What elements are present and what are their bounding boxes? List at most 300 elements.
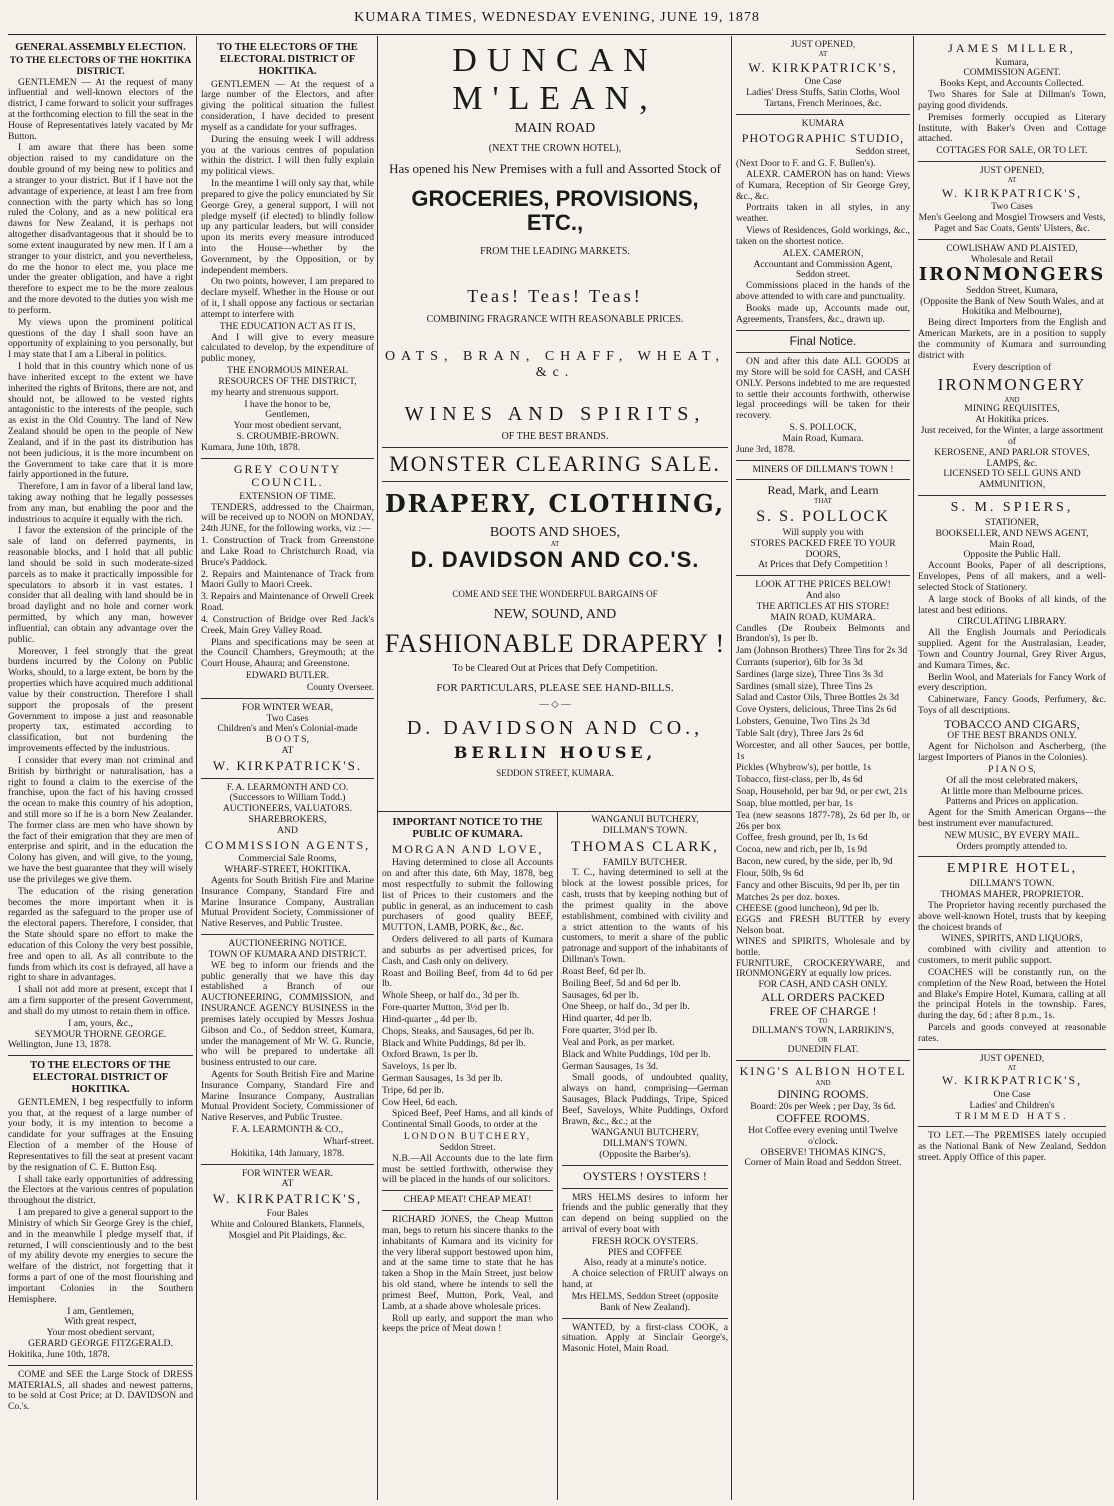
price-item: Currants (superior), 6lb for 3s 3d (736, 657, 863, 668)
masthead-rule (8, 34, 1106, 35)
ad-brand: COMMISSION AGENTS, (204, 837, 371, 852)
ad-line: COFFEE ROOMS. (776, 1111, 870, 1126)
closing: I am, yours, &c., (68, 1017, 133, 1029)
price-item: Worcester, and all other Sauces, per bottle, 1s (736, 739, 910, 762)
price-item: Table Salt (dry), Three Jars 2s 6d (736, 727, 864, 739)
ad-line: JUST OPENED, (979, 165, 1045, 176)
divider (382, 481, 728, 482)
ad-brand: W. KIRKPATRICK'S, (941, 1073, 1083, 1088)
ad-line: FREE OF CHARGE ! (769, 1003, 877, 1018)
column-rule (731, 36, 732, 1500)
price-item: Fore-quarter Mutton, 3½d per lb. (382, 1002, 510, 1014)
price-item: Saveloys, 1s per lb. (382, 1061, 457, 1073)
ad-title: IMPORTANT NOTICE TO THE PUBLIC OF KUMARA. (392, 817, 543, 840)
ad-line: And also (805, 590, 841, 602)
divider (736, 479, 910, 480)
ad-line: Opposite the Public Hall. (963, 549, 1061, 561)
price-item: Fore quarter, 3½d per lb. (562, 1025, 658, 1037)
signer-role: County Overseer. (306, 681, 374, 693)
ad-line: To be Cleared Out at Prices that Defy Competition. (452, 662, 658, 674)
ad-subtitle: EXTENSION OF TIME. (239, 490, 336, 502)
signer: S. CROUMBIE-BROWN. (236, 431, 339, 443)
ornament-divider: — ◇ — (539, 699, 571, 711)
ad-line: STATIONER, (985, 516, 1039, 528)
ad-line: AND (815, 1079, 831, 1088)
paragraph: Therefore, I am in favor of a liberal land law, taking away nothing that he legally possesses from any man, but enabling the poor and the industrious to acquire it equally with the rich. (8, 481, 193, 525)
paragraph: Spiced Beef, Peef Hams, and all kinds of Continental Small Goods, to order at the (382, 1108, 553, 1131)
list-item: 3. Repairs and Maintenance of Orwell Creek Road. (201, 591, 374, 614)
ad-line: OR (818, 1035, 828, 1044)
ad-subtitle: TO THE ELECTORS OF THE HOKITIKA DISTRICT. (9, 54, 192, 77)
ad-line: Of all the most celebrated makers, (946, 774, 1078, 786)
ad-line: AT (818, 49, 828, 58)
price-item: Tobacco, first-class, per lb, 4s 6d (736, 774, 863, 786)
price-item: Sausages, 6d per lb. (562, 989, 639, 1001)
ad-line: COMBINING FRAGRANCE WITH REASONABLE PRICES. (426, 313, 684, 325)
column-b (562, 815, 728, 1500)
ad-line: AT (281, 745, 294, 757)
ad-line: AT (281, 1178, 294, 1190)
paragraph: WANTED, by a first-class COOK, a situation. Apply at Sinclair George's, Masonic Hotel, Main Road. (562, 1321, 728, 1355)
price-item: Cove Oysters, delicious, Three Tins 2s 6d (736, 704, 897, 716)
divider (736, 460, 910, 461)
price-item: Boiling Beef, 5d and 6d per lb. (562, 977, 681, 989)
price-item: Roast and Boiling Beef, from 4d to 6d per lb. (382, 967, 553, 990)
ad-line: (Successors to William Todd.) (229, 792, 346, 804)
divider (918, 495, 1106, 496)
ad-line: FRESH ROCK OYSTERS. (591, 1235, 699, 1247)
ad-line: DILLMAN'S TOWN. (602, 1138, 688, 1150)
ad-line: At little more than Melbourne prices. (940, 785, 1084, 797)
ad-headline: GROCERIES, PROVISIONS, ETC., (411, 185, 699, 236)
divider (918, 161, 1106, 162)
ad-headline: D. DAVIDSON AND CO., (406, 717, 704, 740)
ad-line: Patterns and Prices on application. (945, 796, 1079, 808)
ad-line: (Next Door to F. and G. F. Bullen's). (736, 158, 876, 170)
ad-brand: KING'S ALBION HOTEL (739, 1063, 907, 1078)
paragraph: Roll up early, and support the man who keeps the price of Meat down ! (382, 1312, 553, 1335)
price-list (736, 624, 910, 904)
ad-brand: W. KIRKPATRICK'S, (941, 185, 1083, 200)
signer-address: Wharf-street. (323, 1135, 374, 1147)
divider (736, 575, 910, 576)
closing: I am, Gentlemen, (67, 1305, 134, 1317)
paragraph: N.B.—All Accounts due to the late firm must be settled forthwith, otherwise they will be placed in the hands of our solicitors. (382, 1152, 553, 1186)
paragraph: my hearty and strenuous support. (211, 386, 339, 398)
paragraph: I consider that every man not criminal and British by birthright or naturalisation, has a right to found a claim to the exercise of the franchise, upon the fact of his having crossed the ocean to make this country of his adoption, and still more so if he is a born New Zealander. The former class are men who have shown by the fact of their emigration that they are men of enterprise and spirit, and in the education the Colony has given, and will give, to the young, we have the best guarantee that they will wisely use the privileges we give them. (8, 754, 193, 885)
divider (201, 458, 374, 459)
ad-line: FOR WINTER WEAR, (241, 701, 334, 713)
ad-line: FROM THE LEADING MARKETS. (480, 246, 630, 258)
price-item: Fancy and other Biscuits, 9d per lb, per tin (736, 879, 900, 891)
signer: F. A. LEARMONTH & CO., (231, 1124, 344, 1136)
ad-brand: LONDON BUTCHERY, (403, 1131, 532, 1143)
price-item: Salad and Castor Oils, Three Bottles 2s 3d (736, 692, 899, 704)
paragraph: All the English Journals and Periodicals supplied. Agent for the Australasian, Leader, Town and Country Journal, Grey River Argus, and Kumara Times, &c. (918, 627, 1106, 671)
ad-line: WINES and SPIRITS, Wholesale and by bottle. (736, 935, 910, 958)
place-date: Wellington, June 13, 1878. (8, 1039, 112, 1051)
ad-line: CHEESE (good luncheon), 9d per lb. (736, 903, 880, 915)
price-item: Cocoa, new and rich, per lb, 1s 9d (736, 844, 868, 856)
ad-line: MINING REQUISITES, (964, 403, 1060, 415)
ad-line: Just received, for the Winter, a large assortment of (920, 425, 1104, 447)
paragraph: COACHES will be constantly run, on the completion of the New Road, between the Hotel and Blake's Empire Hotel, Kumara, calling at all the principal Hotels in the township. Fares, during the day, 6d ; after 8 p.m., 1s. (918, 966, 1106, 1022)
ad-brand: WANGANUI BUTCHERY, (591, 1127, 699, 1139)
ad-line: JUST OPENED, (979, 1052, 1045, 1064)
column-1 (8, 40, 193, 1500)
ad-headline: WINES AND SPIRITS, (404, 402, 706, 425)
ad-line: THOMAS MAHER, PROPRIETOR. (940, 889, 1084, 901)
ad-subtitle: DILLMAN'S TOWN. (602, 824, 688, 836)
ad-line: Seddon Street, Kumara, (966, 284, 1058, 296)
ad-line: STORES PACKED FREE TO YOUR DOORS, (750, 537, 896, 560)
list-item: 1. Construction of Track from Greenstone and Lake Road to Christchurch Road, via Bruce's Paddock. (201, 535, 374, 568)
paragraph: TENDERS, addressed to the Chairman, will be received up to NOON on MONDAY, 24th JUNE, for the following works, viz :— (201, 501, 374, 535)
price-item: Hind-quarter „ 4d per lb. (382, 1013, 478, 1025)
ad-line: KUMARA (801, 117, 845, 129)
divider (201, 698, 374, 699)
paragraph: I am aware that there has been some objection raised to my candidature on the double ground of my being new to politics and a stranger to your district. But if I have not the advantage of experience, at least I am free from connection with the party which has so long ruled the Colony, and as a new political era dawns for New Zealand, it is perhaps not altogether disadvantageous that it should be to some extent inaugurated by new men. If I am a stranger to your district, and you nevertheless, do me the honor to elect me, you place me under the greater obligation, and have a right therefore to expect me to be the more zealous and the more devoted to the duties you wish me to perform. (8, 142, 193, 316)
paragraph: Premises formerly occupied as Literary Institute, with Baker's Oven and Cottage attached. (918, 111, 1106, 145)
ad-line: FOR PARTICULARS, PLEASE SEE HAND-BILLS. (436, 681, 674, 694)
divider (382, 447, 728, 448)
ad-line: Every description of (972, 361, 1052, 373)
paragraph: Berlin Wool, and Materials for Fancy Work of every description. (918, 671, 1106, 694)
divider (736, 1060, 910, 1061)
ad-line: THAT (814, 496, 832, 505)
ad-headline: IRONMONGERY (937, 375, 1087, 395)
paragraph: I hold that in this country which none of us have inherited except to the extent we have inherited the rights of Britons, there are not, and should not, be allowed to be vested rights antagonistic to the interests of the people, such as exist in the Old Country. The land of New Zealand should be open to the people of New Zealand, and if in the past its distribution has not been judicious, it is the more incumbent on the Government to take care that it is more fairly apportioned in the future. (8, 361, 193, 481)
ad-line: NEW MUSIC, BY EVERY MAIL. (944, 829, 1080, 841)
ad-title: CHEAP MEAT! CHEAP MEAT! (403, 1194, 532, 1206)
paragraph: During the ensuing week I will address you at the various centres of population within the district. I will then fully explain my political views. (201, 133, 374, 178)
ad-line: OF THE BEST BRANDS ONLY. (947, 730, 1077, 742)
paragraph: I favor the extension of the principle of the sale of land on deferred payments, in reasonable blocks, and I hold that all public land should be sold in such moderate-sized parcels as to make it practically impossible for speculators to absorb it in vast estates. I consider that all dealing with land should be in broad daylight and no hole and corner work permitted, by which any man, however influential, can obtain any advantage over the public. (8, 525, 193, 645)
paragraph: ON and after this date ALL GOODS at my Store will be sold for CASH, and CASH ONLY. Persons indebted to me are requested to settle their accounts forthwith, otherwise legal proceedings will be taken for their recovery. (736, 356, 910, 422)
ad-headline: BERLIN HOUSE, (453, 742, 657, 762)
price-item: Roast Beef, 6d per lb. (562, 965, 646, 977)
ad-line: MAIN ROAD (514, 120, 596, 136)
ad-brand: S. S. POLLOCK (756, 507, 890, 525)
ad-line: AND (1004, 395, 1020, 404)
ad-line: Mrs HELMS, Seddon Street (opposite Bank of New Zealand). (571, 1290, 719, 1313)
divider (201, 934, 374, 935)
ad-line: CIRCULATING LIBRARY. (957, 616, 1067, 628)
paragraph: Commissions placed in the hands of the above attended to with care and punctuality. (736, 280, 910, 303)
paragraph: Views of Residences, Gold workings, &c., taken on the shortest notice. (736, 225, 910, 247)
paragraph: combined with civility and attention to customers, to merit public support. (918, 944, 1106, 967)
closing: Gentlemen, (265, 409, 310, 421)
paragraph: ALEXR. CAMERON has on hand: Views of Kumara, Reception of Sir George Grey, &c., &c. (736, 168, 910, 202)
ad-line: One Case (993, 1089, 1031, 1100)
ad-line: DINING ROOMS. (777, 1087, 869, 1102)
ad-brand: W. KIRKPATRICK'S, (212, 1191, 363, 1207)
paragraph: Two Shares for Sale at Dillman's Town, paying good dividends. (918, 89, 1106, 111)
paragraph: Having determined to close all Accounts on and after this date, 6th May, 1878, beg most respectfully to submit the following list of Prices to their customers and the public in general, as an inducement to cash purchasers of good quality BEEF, MUTTON, LAMB, PORK, &c., &c. (382, 857, 553, 934)
ad-line: Books Kept, and Accounts Collected. (940, 78, 1084, 90)
ad-line: Ladies' Dress Stuffs, Satin Cloths, Wool Tartans, French Merinoes, &c. (746, 87, 900, 110)
ad-line: At Hokitika prices. (975, 414, 1049, 426)
paragraph: T. C., having determined to sell at the block at the lowest possible prices, for cash, trusts that by keeping nothing but of the primest quality in the above establishment, combined with civility and a strict attention to the wants of his customers, to merit a share of the public patronage and support of the inhabitants of Dillman's Town. (562, 867, 728, 966)
ad-line: At Prices that Defy Competition ! (758, 559, 888, 571)
ad-headline: IRONMONGERS (918, 264, 1106, 286)
ad-line: Two Cases (266, 712, 309, 724)
ad-line: FAMILY BUTCHER. (602, 856, 688, 868)
place-date: Kumara, June 10th, 1878. (201, 441, 301, 453)
ad-line: OBSERVE! THOMAS KING'S, (760, 1146, 886, 1158)
paragraph: Being direct Importers from the English and American Markets, are in a position to supply the community of Kumara and surrounding district with (918, 317, 1106, 361)
ad-line: (Opposite the Bank of New South Wales, and at Hokitika and Melbourne), (920, 295, 1104, 318)
ad-title: OYSTERS ! OYSTERS ! (583, 1168, 707, 1183)
signer: S. S. POLLOCK, (789, 422, 857, 434)
ad-line: BOOKSELLER, AND NEWS AGENT, (935, 527, 1089, 539)
ad-line: JUST OPENED, (790, 40, 856, 50)
divider (918, 1126, 1106, 1127)
closing: Your most obedient servant, (46, 1327, 155, 1339)
ad-headline: OATS, BRAN, CHAFF, WHEAT, &c. (384, 349, 726, 381)
paragraph: WE beg to inform our friends and the public generally that we have this day established a Branch of our AUCTIONEERING, COMMISSION, and INSURANCE AGENCY BUSINESS in the premises lately occupied by Messrs Joshua Gibson and Co., of Seddon street, Kumara, under the management of Mr W. G. Runcie, who will be prepared to undertake all business entrusted to our care. (201, 959, 374, 1069)
price-item: Flour, 50lb, 9s 6d (736, 867, 804, 879)
paragraph: In the meantime I will only say that, while prepared to give the policy enunciated by Sir George Grey, a general support, I will not pledge myself (if elected) to blindly follow up any particular leaders, but will consider upon its merits every measure introduced into the House—whether by the Government, by the Opposition, or by independent members. (201, 178, 374, 276)
price-item: German Sausages, 1s 3d. (562, 1060, 659, 1072)
signer: EDWARD BUTLER. (245, 670, 330, 682)
ad-line: Men's Geelong and Mosgiel Trowsers and Vests, Paget and Sac Coats, Gents' Ulsters, &c. (918, 212, 1106, 234)
ad-line: Seddon street, (855, 146, 910, 158)
paragraph: The Proprietor having recently purchased the above well-known Hotel, trusts that by keeping the choicest brands of (918, 899, 1106, 933)
ad-line: WINES, SPIRITS, AND LIQUORS, (941, 933, 1083, 945)
ad-line: F. A. LEARMONTH AND CO. (226, 781, 349, 793)
ad-line: P I A N O S, (988, 763, 1036, 775)
divider (736, 114, 910, 115)
paragraph: GENTLEMEN, I beg respectfully to inform you that, at the request of a large number of your body, it is my intention to become a candidate for your suffrages at the Ensuing Election of a member of the House of Representatives to fill the seat at present vacant by the resignation of C. E. Button Esq. (8, 1096, 193, 1173)
price-item: Tea (new seasons 1877-78), 2s 6d per lb, or 26s per box (736, 809, 910, 832)
price-item: Candles (De Roubeix Belmonts and Brandon's), 1s per lb. (736, 622, 910, 645)
ad-line: FOR WINTER WEAR. (241, 1167, 334, 1179)
price-item: Oxford Brawn, 1s per lb. (382, 1049, 478, 1061)
ad-line: PIES and COFFEE (607, 1246, 683, 1258)
ad-line: AT (1007, 175, 1017, 184)
paragraph: A choice selection of FRUIT always on hand, at (562, 1268, 728, 1291)
closing: I have the honor to be, (244, 398, 331, 410)
list-item: 2. Repairs and Maintenance of Track from Maori Gully to Maori Creek. (201, 568, 374, 591)
column-d (918, 40, 1106, 1500)
ad-line: KEROSENE, AND PARLOR STOVES, LAMPS, &c. (934, 446, 1090, 469)
ad-line: COMMISSION AGENT. (963, 67, 1061, 79)
divider (736, 330, 910, 331)
paragraph: I shall take early opportunities of addressing the Electors at the various centres of population throughout the district. (8, 1173, 193, 1207)
price-item: One Sheep, or half do., 3d per lb. (562, 1001, 690, 1013)
ad-line: Main Road, Kumara. (782, 432, 864, 444)
price-item: Matches 2s per doz. boxes. (736, 891, 840, 903)
column-rule (377, 36, 378, 1500)
column-2 (201, 40, 374, 1500)
ad-line: Two Cases (991, 201, 1033, 213)
paragraph: Plans and specifications may be seen at the Council Chambers, Greymouth; at the Court House, Ahaura; and Greenstone. (201, 636, 374, 670)
ad-line: Orders promptly attended to. (956, 840, 1068, 852)
ad-line: FURNITURE, CROCKERYWARE, and IRONMONGERY at equally low prices. (736, 957, 910, 980)
place-date: Hokitika, June 10th, 1878. (8, 1348, 110, 1360)
ad-headline: DRAPERY, CLOTHING, (384, 488, 726, 518)
paragraph: Agents for South British Fire and Marine Insurance Company, Standard Fire and Marine Insurance Company, Australian Mutual Provident Society, Commissioner of Native Reserves, and Public Trustee. (201, 1068, 374, 1124)
ad-title: GENERAL ASSEMBLY ELECTION. (15, 42, 186, 53)
ad-line: Accountant and Commission Agent, (753, 258, 893, 270)
price-item: Coffee, fresh ground, per lb, 1s 6d (736, 832, 868, 844)
ad-line: Has opened his New Premises with a full and Assorted Stock of (389, 160, 721, 176)
paragraph: Account Books, Paper of all descriptions, Envelopes, Pens of all makers, and a well-selected Stock of Stationery. (918, 560, 1106, 593)
ad-line: Seddon street. (795, 269, 851, 281)
ad-line: Also, ready at a minute's notice. (583, 1257, 707, 1269)
ad-title: TO THE ELECTORS OF THE ELECTORAL DISTRICT OF HOKITIKA. (217, 42, 358, 77)
section-rule (377, 811, 731, 812)
ad-line: Ladies' and Children's (969, 1099, 1055, 1111)
ad-headline: TOBACCO AND CIGARS, (944, 716, 1080, 731)
price-item: Cow Heel, 6d each. (382, 1096, 458, 1108)
ad-line: Hot Coffee every evening until Twelve o'clock. (748, 1124, 898, 1147)
ad-line: One Case (804, 76, 842, 88)
ad-line: Board: 20s per Week ; per Day, 3s 6d. (750, 1100, 896, 1112)
ad-line: EGGS and FRESH BUTTER by every Nelson boat. (736, 914, 910, 937)
heading: THE ENORMOUS MINERAL RESOURCES OF THE DISTRICT, (218, 365, 357, 387)
signer: ALEX. CAMERON, (782, 247, 864, 259)
ad-line: LICENSED TO SELL GUNS AND AMMUNITION, (943, 468, 1081, 491)
ad-line: DILLMAN'S TOWN. (969, 878, 1055, 890)
price-item: Lobsters, Genuine, Two Tins 2s 3d (736, 716, 870, 728)
ad-title: TO THE ELECTORS OF THE ELECTORAL DISTRICT OF HOKITIKA. (30, 1060, 171, 1095)
ad-line: COTTAGES FOR SALE, OR TO LET. (936, 145, 1088, 157)
ad-brand: W. KIRKPATRICK'S, (748, 59, 898, 75)
paragraph: Agent for Nicholson and Ascherberg, (the largest Importers of Pianos in the Colonies). (918, 741, 1106, 764)
paragraph: On two points, however, I am prepared to declare myself. Whether in the House or out of it, I shall oppose any factious or sectarian attempt to interfere with (201, 276, 374, 320)
paragraph: GENTLEMEN — At the request of many influential and well-known electors of the district, I came forward to solicit your suffrages at the forthcoming election to fill the seat in the House of Representatives lately vacated by Mr Button. (8, 76, 193, 142)
column-rule (913, 36, 914, 1500)
price-item: Jam (Johnson Brothers) Three Tins for 2s 3d (736, 645, 908, 657)
price-item: Soap, blue mottled, per bar, 1s (736, 797, 853, 809)
paragraph: COME and SEE the Large Stock of DRESS MATERIALS, all shades and newest patterns, to be sold at Cost Price; at D. DAVIDSON and Co.'s. (8, 1368, 193, 1413)
signer: SEYMOUR THORNE GEORGE. (34, 1028, 167, 1040)
closing: Your most obedient servant, (233, 420, 342, 432)
ad-title: GREY COUNTY COUNCIL. (233, 461, 342, 490)
ad-line: White and Coloured Blankets, Flannels, Mosgiel and Pit Plaidings, &c. (210, 1218, 365, 1241)
ad-line: TO (818, 1017, 828, 1026)
signer: GERARD GEORGE FITZGERALD. (28, 1338, 173, 1350)
ad-headline: D. DAVIDSON AND CO.'S. (410, 547, 700, 573)
ad-line: NEW, SOUND, AND (493, 607, 617, 623)
ad-line: Read, Mark, and Learn (767, 483, 879, 498)
paragraph: Agents for South British Fire and Marine Insurance Company, Standard Fire and Marine Insurance Company, Australian Mutual Provident Society, Commissioner of Native Reserves, and Public Trustee. (201, 874, 374, 930)
ad-line: Main Road, (989, 538, 1035, 550)
price-item: Veal and Pork, as per market. (562, 1036, 675, 1048)
paragraph: The education of the rising generation becomes the more important when it is regarded as the safeguard to the proper use of the electoral papers. Therefore, I consider, that the State should spare no effort to make the education of this Colony the very best possible, free and open to all. As all contribute to the funds from which its cost is defrayed, all have a right to share in advantages. (8, 885, 193, 984)
ad-line: TRIMMED HATS. (955, 1110, 1069, 1122)
ad-line: Wholesale and Retail (970, 253, 1054, 265)
paragraph: Cabinetware, Fancy Goods, Perfumery, &c. Toys of all descriptions. (918, 694, 1106, 716)
paragraph: I shall not add more at present, except that I am a firm supporter of the present Government, and shall do my utmost to retain them in office. (8, 984, 193, 1017)
paragraph: RICHARD JONES, the Cheap Mutton man, begs to return his sincere thanks to the inhabitants of Kumara and its vicinity for the very liberal support bestowed upon him, and at the same time to state that he has taken a Shop in the Main Street, just below his old stand, where he intends to sell the primest Beef, Mutton, Pork, Veal, and Lamb, at a shade above wholesale prices. (382, 1214, 553, 1312)
price-item: Black and White Puddings, 10d per lb. (562, 1048, 711, 1060)
ad-brand: THOMAS CLARK, (571, 838, 719, 855)
center-column (382, 40, 728, 810)
paragraph: Orders delivered to all parts of Kumara and suburbs as per advertised prices, for Cash, and Cash only on delivery. (382, 934, 553, 967)
column-c (736, 40, 910, 1500)
ad-title: AUCTIONEERING NOTICE. (228, 938, 347, 950)
ad-subtitle: TOWN OF KUMARA AND DISTRICT. (208, 948, 367, 960)
ad-line: Four Bales (266, 1207, 309, 1219)
divider (8, 1055, 193, 1056)
ad-line: BOOTS AND SHOES, (489, 524, 621, 540)
list-item: 4. Construction of Bridge over Red Jack's Creek, Main Grey Valley Road. (201, 613, 374, 636)
ad-line: Will supply you with (782, 526, 864, 538)
price-item: Sardines (large size), Three Tins 3s 3d (736, 668, 883, 680)
ad-brand: JAMES MILLER, (948, 41, 1076, 55)
masthead: KUMARA TIMES, WEDNESDAY EVENING, JUNE 19, 1878 (354, 10, 760, 25)
ad-line: AUCTIONEERS, VALUATORS. SHAREBROKERS, (222, 803, 353, 826)
ad-line: THE ARTICLES AT HIS STORE! (756, 600, 890, 612)
paragraph: GENTLEMEN — At the request of a large number of the Electors, and after giving the political situation the fullest consideration, I have decided to present myself as a candidate for your suffrages. (201, 78, 374, 133)
paragraph: Small goods, of undoubted quality, always on hand, comprising—German Sausages, Black Puddings, Tripe, Spiced Beef, Saveloys, White Puddings, Oxford Brawn, &c., &c.; at the (562, 1072, 728, 1127)
price-item: Whole Sheep, or half do., 3d per lb. (382, 990, 520, 1002)
price-item: Pickles (Whybrow's), per bottle, 1s (736, 762, 871, 774)
ad-line: COWLISHAW AND PLAISTED, (946, 242, 1078, 254)
paragraph: Portraits taken in all styles, in any weather. (736, 202, 910, 225)
divider (8, 1365, 193, 1366)
ad-line: SEDDON STREET, KUMARA. (496, 767, 614, 778)
place-date: June 3rd, 1878. (736, 443, 796, 455)
ad-line: (Opposite the Barber's). (599, 1149, 691, 1161)
price-item: Black and White Puddings, 8d per lb. (382, 1037, 526, 1049)
paragraph: MRS HELMS desires to inform her friends and the public generally that they can depend on being supplied on the arrival of every boat with (562, 1191, 728, 1235)
ad-headline: Teas! Teas! Teas! (467, 285, 643, 306)
ad-line: AT (550, 539, 560, 548)
ad-line: Kumara, (995, 56, 1029, 68)
column-rule (557, 811, 558, 1500)
ad-line: Corner of Main Road and Seddon Street. (744, 1157, 902, 1169)
ad-line: DILLMAN'S TOWN, LARRIKIN'S, (751, 1025, 895, 1037)
ad-line: Seddon Street. (439, 1141, 496, 1153)
ad-brand: S. M. SPIERS, (950, 500, 1074, 516)
divider (382, 1190, 553, 1191)
ad-brand: W. KIRKPATRICK'S. (212, 757, 363, 773)
ad-line: Children's and Men's Colonial-made (217, 723, 358, 735)
divider (736, 352, 910, 353)
ad-title: MINERS OF DILLMAN'S TOWN ! (752, 463, 894, 475)
ad-title: Final Notice. (789, 333, 857, 348)
ad-line: LOOK AT THE PRICES BELOW! (755, 579, 891, 591)
ad-line: FOR CASH, AND CASH ONLY. (758, 979, 888, 991)
divider (201, 778, 374, 779)
divider (562, 1188, 728, 1189)
price-item: Sardines (small size), Three Tins 2s (736, 680, 873, 692)
ad-line: DUNEDIN FLAT. (787, 1043, 859, 1055)
paragraph: My views upon the prominent political questions of the day I shall soon have an opportunity of explaining to you personally, but I may state that I am a Liberal in politics. (8, 316, 193, 361)
ad-line: OF THE BEST BRANDS. (501, 431, 609, 443)
ad-line: (NEXT THE CROWN HOTEL), (488, 142, 622, 154)
paragraph: And I will give to every measure calculated to develop, by the expenditure of public money, (201, 331, 374, 365)
column-rule (196, 36, 197, 1500)
price-item: Chops, Steaks, and Sausages, 6d per lb. (382, 1025, 534, 1037)
price-item: Bacon, new cured, by the side, per lb, 9d (736, 856, 893, 868)
paragraph: Parcels and goods conveyed at reasonable rates. (918, 1022, 1106, 1044)
ad-brand: DUNCAN M'LEAN, (452, 42, 658, 118)
paragraph: Moreover, I feel strongly that the great burdens incurred by the Colony on Public Works, should, to a large extent, be born by the properties which have acquired much additional value by their construction. Therefore I shall support the proposals of the present Government to impose a just and reasonable property tax, estimated according to classification, but not burdening the improvements effected by the industrious. (8, 645, 193, 755)
paragraph: I am prepared to give a general support to the Ministry of which Sir George Grey is the chief, and in the meanwhile I pledge myself that, if returned, I will conscientiously and to the best of my ability devote my energies to secure the welfare of the district, not forgetting that it forms a part of one of the most flourishing and important Colonies in the Southern Hemisphere. (8, 1207, 193, 1305)
ad-line: MAIN ROAD, KUMARA. (770, 611, 876, 623)
ad-line: Commercial Sale Rooms, (238, 853, 337, 865)
divider (562, 1318, 728, 1319)
price-item: Hind quarter, 4d per lb. (562, 1013, 652, 1025)
divider (201, 1164, 374, 1165)
ad-brand: MORGAN AND LOVE, (391, 841, 544, 856)
price-item: Soap, Household, per bar 9d, or per cwt, 21s (736, 786, 908, 798)
